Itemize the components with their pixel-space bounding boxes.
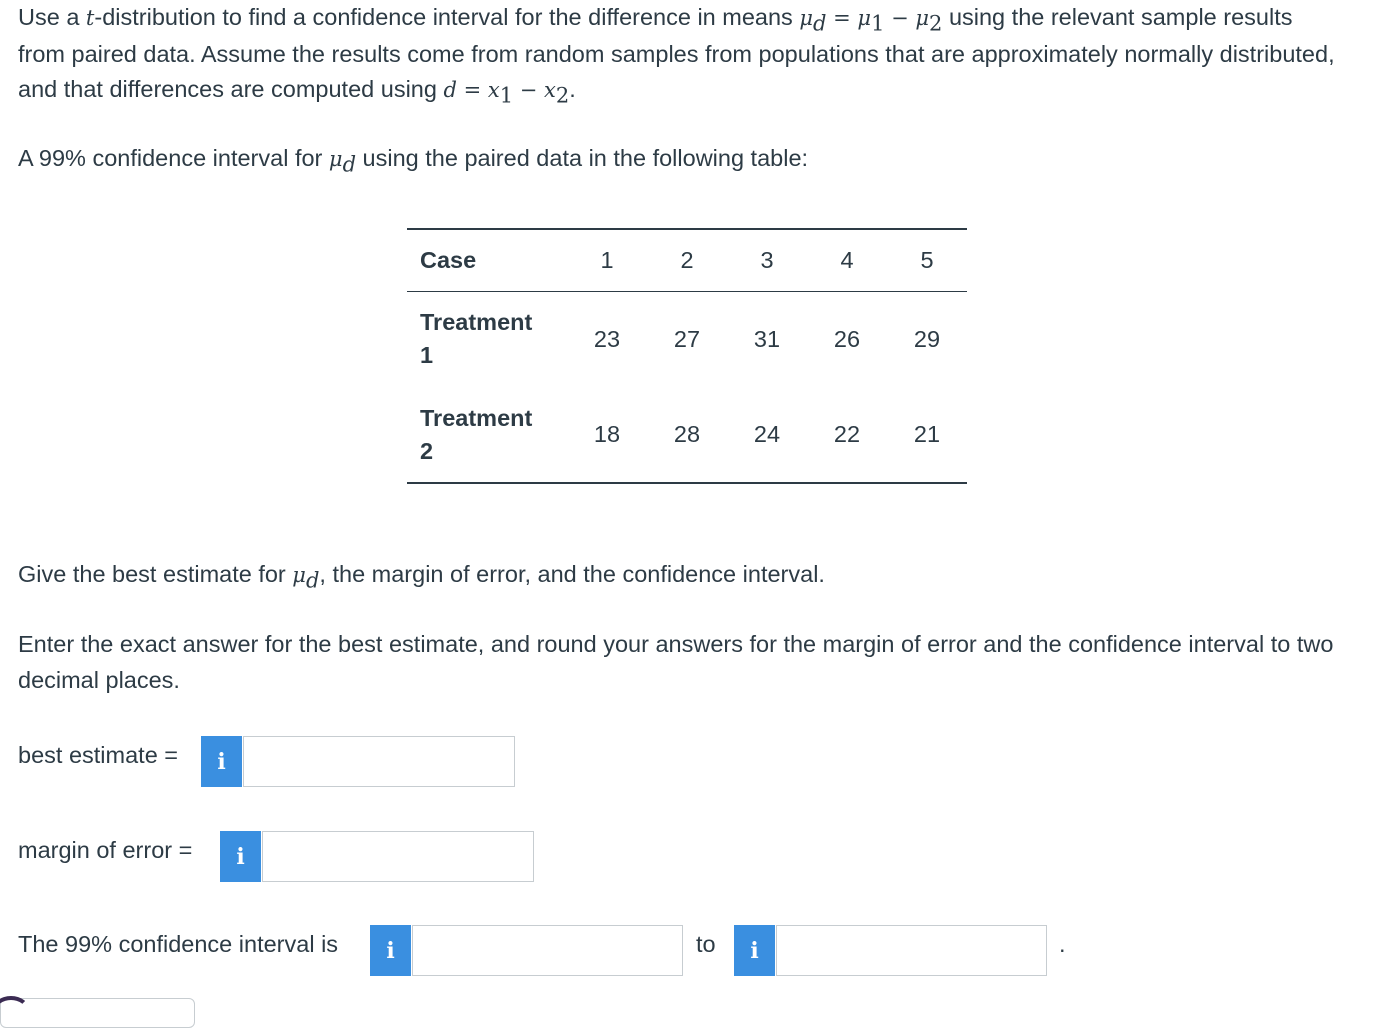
best-estimate-label: best estimate = [18,742,179,768]
table-header-case: Case [420,246,477,273]
table-cell: 31 [753,325,781,352]
table-header-cell: 3 [760,246,774,273]
paired-data-table [407,228,967,484]
table-header-cell: 5 [920,246,934,273]
to-label: to [696,931,716,957]
lower-bound-input[interactable] [412,925,683,976]
best-estimate-input[interactable] [243,736,515,787]
question-intro: Use a t-distribution to find a confidence interval for the difference in means $\mu_d = \mu_1 - \mu_2$ using the relevant sample results from paired data. Assume the results come from random samples from populations that are approximately normally distributed, and that differences are computed using $d = x_1 - x_2$. [18,4,1335,108]
table-header-row [407,229,967,291]
prompt-text: Give the best estimate for $\mu_d$, the margin of error, and the confidence interval. [18,561,825,593]
table-cell: 26 [833,325,861,352]
table-cell: 27 [673,325,701,352]
table-cell: 18 [593,421,621,447]
margin-of-error-label: margin of error = [18,837,193,863]
table-row [407,291,967,387]
confidence-interval-label: The 99% confidence interval is [18,931,339,957]
info-icon[interactable]: i [370,925,411,976]
table-cell: 24 [753,421,781,447]
table-cell: 23 [593,325,621,352]
table-header-cell: 1 [600,246,614,273]
info-icon[interactable]: i [734,925,775,976]
margin-of-error-input[interactable] [262,831,534,882]
table-header-cell: 2 [680,246,694,273]
row-label: Treatment 2 [420,404,533,464]
info-icon[interactable]: i [220,831,261,882]
table-cell: 29 [913,325,941,352]
table-cell: 28 [673,421,701,447]
table-cell: 22 [833,421,861,447]
info-icon[interactable]: i [201,736,242,787]
table-cell: 21 [913,421,941,447]
upper-bound-input[interactable] [776,925,1047,976]
table-row [407,387,967,483]
end-period: . [1059,931,1066,957]
rounding-instructions: Enter the exact answer for the best estimate, and round your answers for the margin of error and the confidence interval to two decimal places. [18,631,1334,693]
ci-description: A 99% confidence interval for $\mu_d$ using the paired data in the following table: [18,145,809,177]
row-label: Treatment 1 [420,309,533,369]
table-header-cell: 4 [840,246,854,273]
